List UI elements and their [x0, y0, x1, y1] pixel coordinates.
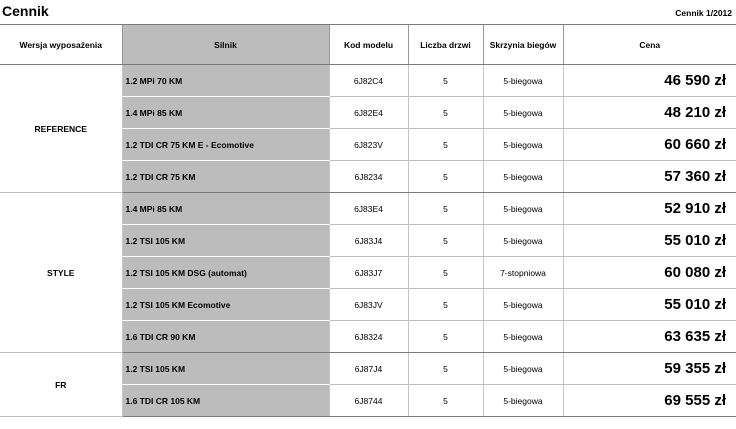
price-value: 63 635 zł — [563, 321, 736, 353]
price-value: 60 080 zł — [563, 257, 736, 289]
engine-name: 1.4 MPi 85 KM — [122, 97, 329, 129]
column-header-gearbox: Skrzynia biegów — [483, 25, 563, 65]
model-code: 6J87J4 — [329, 353, 408, 385]
price-list-edition: Cennik 1/2012 — [675, 8, 732, 18]
trim-version: STYLE — [0, 193, 122, 353]
trim-version: REFERENCE — [0, 65, 122, 193]
price-value: 48 210 zł — [563, 97, 736, 129]
price-value: 57 360 zł — [563, 161, 736, 193]
table-header-row — [0, 25, 736, 65]
price-value: 55 010 zł — [563, 225, 736, 257]
gearbox-type: 5-biegowa — [483, 353, 563, 385]
model-code: 6J8744 — [329, 385, 408, 417]
gearbox-type: 5-biegowa — [483, 321, 563, 353]
model-code: 6J823V — [329, 129, 408, 161]
door-count: 5 — [408, 97, 483, 129]
column-header-doors: Liczba drzwi — [408, 25, 483, 65]
model-code: 6J8324 — [329, 321, 408, 353]
page-title: Cennik — [2, 3, 49, 19]
engine-name: 1.2 MPi 70 KM — [122, 65, 329, 97]
title-bar — [0, 0, 736, 25]
door-count: 5 — [408, 321, 483, 353]
price-value: 69 555 zł — [563, 385, 736, 417]
door-count: 5 — [408, 353, 483, 385]
door-count: 5 — [408, 225, 483, 257]
engine-name: 1.2 TSI 105 KM DSG (automat) — [122, 257, 329, 289]
table-row — [0, 65, 736, 97]
engine-name: 1.6 TDI CR 90 KM — [122, 321, 329, 353]
door-count: 5 — [408, 257, 483, 289]
model-code: 6J83J7 — [329, 257, 408, 289]
gearbox-type: 5-biegowa — [483, 289, 563, 321]
model-code: 6J8234 — [329, 161, 408, 193]
engine-name: 1.2 TSI 105 KM Ecomotive — [122, 289, 329, 321]
gearbox-type: 5-biegowa — [483, 65, 563, 97]
engine-name: 1.2 TSI 105 KM — [122, 353, 329, 385]
model-code: 6J82E4 — [329, 97, 408, 129]
model-code: 6J83J4 — [329, 225, 408, 257]
column-header-version: Wersja wyposażenia — [0, 25, 122, 65]
trim-version: FR — [0, 353, 122, 417]
engine-name: 1.2 TSI 105 KM — [122, 225, 329, 257]
door-count: 5 — [408, 129, 483, 161]
price-value: 60 660 zł — [563, 129, 736, 161]
door-count: 5 — [408, 161, 483, 193]
price-value: 52 910 zł — [563, 193, 736, 225]
table-row — [0, 353, 736, 385]
column-header-price: Cena — [563, 25, 736, 65]
gearbox-type: 5-biegowa — [483, 193, 563, 225]
gearbox-type: 7-stopniowa — [483, 257, 563, 289]
gearbox-type: 5-biegowa — [483, 97, 563, 129]
price-table — [0, 25, 736, 417]
column-header-model-code: Kod modelu — [329, 25, 408, 65]
price-value: 59 355 zł — [563, 353, 736, 385]
engine-name: 1.6 TDI CR 105 KM — [122, 385, 329, 417]
door-count: 5 — [408, 289, 483, 321]
door-count: 5 — [408, 385, 483, 417]
engine-name: 1.4 MPi 85 KM — [122, 193, 329, 225]
model-code: 6J83JV — [329, 289, 408, 321]
table-row — [0, 193, 736, 225]
door-count: 5 — [408, 65, 483, 97]
column-header-engine: Silnik — [122, 25, 329, 65]
door-count: 5 — [408, 193, 483, 225]
price-value: 46 590 zł — [563, 65, 736, 97]
gearbox-type: 5-biegowa — [483, 385, 563, 417]
model-code: 6J82C4 — [329, 65, 408, 97]
price-value: 55 010 zł — [563, 289, 736, 321]
gearbox-type: 5-biegowa — [483, 225, 563, 257]
engine-name: 1.2 TDI CR 75 KM E - Ecomotive — [122, 129, 329, 161]
engine-name: 1.2 TDI CR 75 KM — [122, 161, 329, 193]
gearbox-type: 5-biegowa — [483, 129, 563, 161]
gearbox-type: 5-biegowa — [483, 161, 563, 193]
model-code: 6J83E4 — [329, 193, 408, 225]
